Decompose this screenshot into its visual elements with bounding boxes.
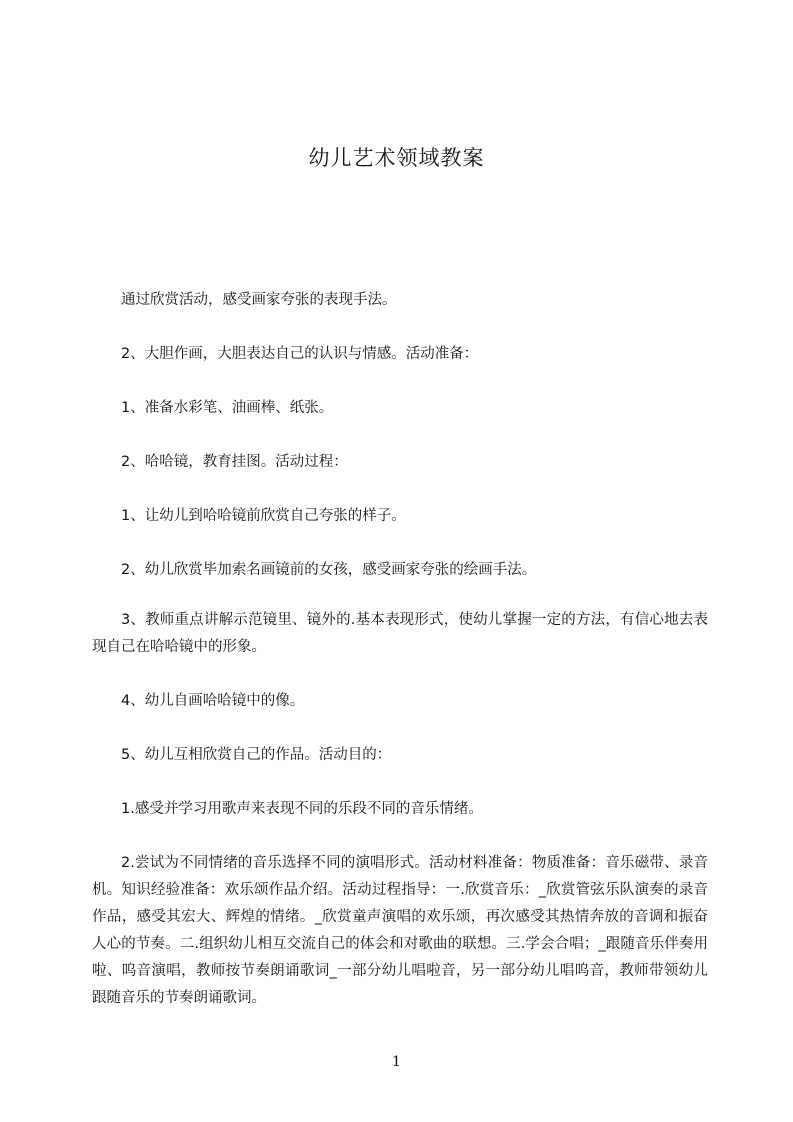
paragraph-11: 2.尝试为不同情绪的音乐选择不同的演唱形式。活动材料准备：物质准备：音乐磁带、录音机。知识经验准备：欢乐颂作品介绍。活动过程指导：一.欣赏音乐：_欣赏管弦乐队演奏的录音作品，感受其宏大、辉煌的情绪。_欣赏童声演唱的欢乐颂，再次感受其热情奔放的音调和振奋人心的节奏。二.组织幼儿相互交流自己的体会和对歌曲的联想。三.学会合唱；_跟随音乐伴奏用啦、呜音演唱，教师按节奏朗诵歌词_一部分幼儿唱啦音，另一部分幼儿唱呜音，教师带领幼儿跟随音乐的节奏朗诵歌词。 xyxy=(92,855,708,1006)
paragraph-2: 2、大胆作画，大胆表达自己的认识与情感。活动准备： xyxy=(121,346,479,362)
paragraph-10: 1.感受并学习用歌声来表现不同的乐段不同的音乐情绪。 xyxy=(121,801,483,817)
paragraph-1: 通过欣赏活动，感受画家夸张的表现手法。 xyxy=(121,292,397,308)
document-title: 幼儿艺术领域教案 xyxy=(308,146,485,170)
paragraph-9: 5、幼儿互相欣赏自己的作品。活动目的： xyxy=(121,747,392,763)
paragraph-7: 3、教师重点讲解示范镜里、镜外的.基本表现形式，使幼儿掌握一定的方法，有信心地去表现自己在哈哈镜中的形象。 xyxy=(92,612,708,655)
page-number: 1 xyxy=(392,1054,401,1070)
paragraph-8: 4、幼儿自画哈哈镜中的像。 xyxy=(121,693,305,709)
paragraph-6: 2、幼儿欣赏毕加索名画镜前的女孩，感受画家夸张的绘画手法。 xyxy=(121,562,537,578)
paragraph-3: 1、准备水彩笔、油画棒、纸张。 xyxy=(121,400,334,416)
paragraph-5: 1、让幼儿到哈哈镜前欣赏自己夸张的样子。 xyxy=(121,508,406,524)
paragraph-4: 2、哈哈镜，教育挂图。活动过程： xyxy=(121,454,348,470)
